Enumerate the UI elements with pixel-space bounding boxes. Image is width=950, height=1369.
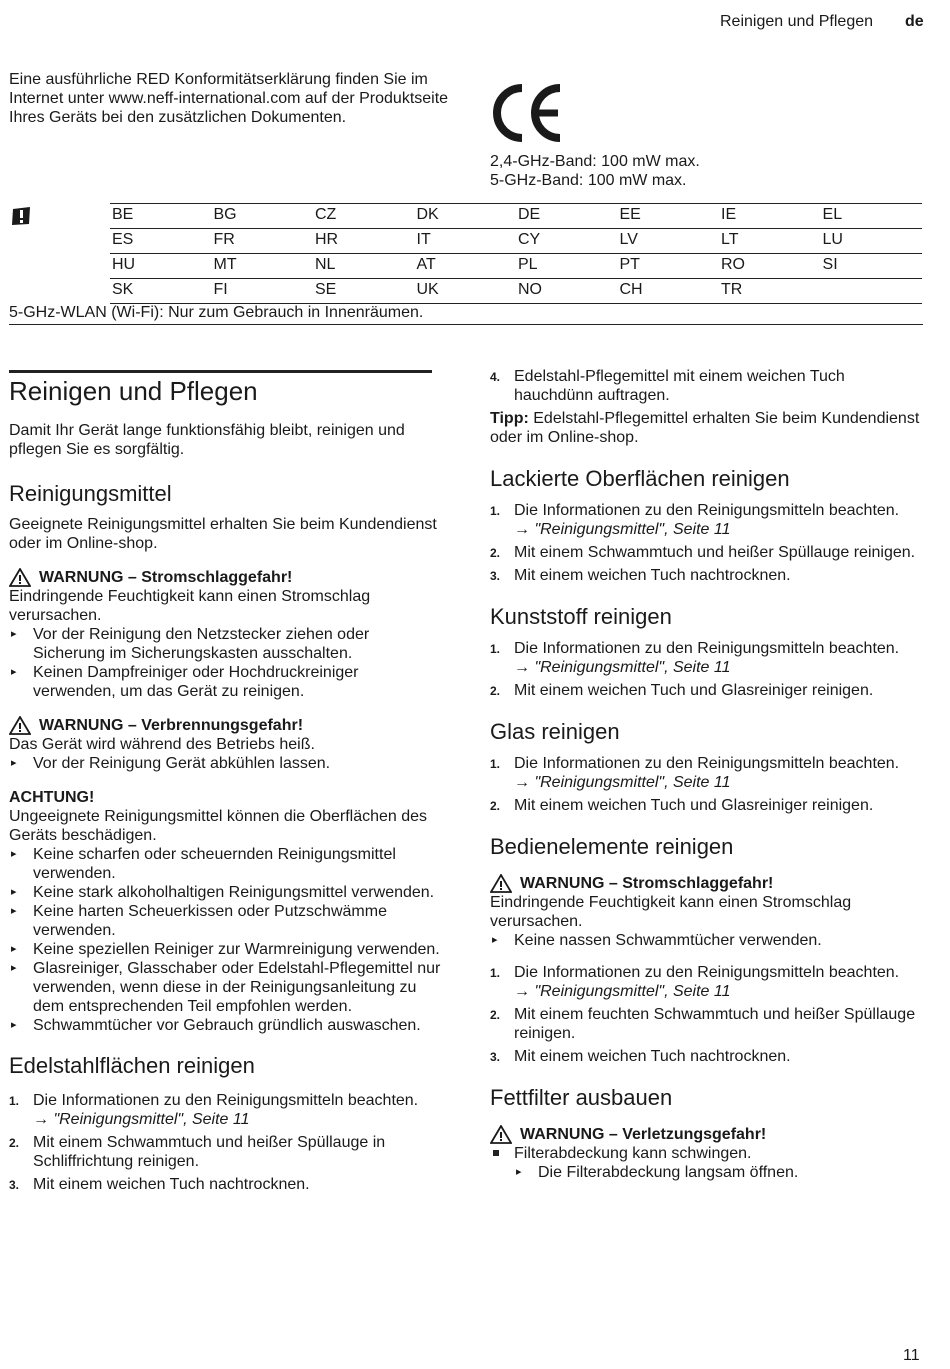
step-item: 1. Die Informationen zu den Reinigungsmitteln beachten. — [490, 502, 900, 519]
warning-triangle-icon — [490, 1125, 512, 1144]
step-text: Die Informationen zu den Reinigungsmitteln beachten. — [514, 755, 900, 772]
cross-reference-link[interactable]: → "Reinigungsmittel", Seite 11 — [514, 659, 731, 676]
step-text: Die Informationen zu den Reinigungsmitteln beachten. — [514, 640, 900, 657]
country-code: NL — [313, 254, 415, 279]
list-subitem: ▸ Die Filterabdeckung langsam öffnen. — [490, 1163, 920, 1182]
section-title-kunststoff: Kunststoff reinigen — [490, 604, 672, 629]
section-title-reinigungsmittel: Reinigungsmittel — [9, 481, 172, 506]
band-5: 5-GHz-Band: 100 mW max. — [490, 172, 687, 189]
country-code: HU — [110, 254, 212, 279]
tip-text — [490, 409, 920, 447]
step-item: 1. Die Informationen zu den Reinigungsmitteln beachten. — [490, 640, 900, 657]
page-number: 11 — [903, 1347, 920, 1364]
step-text: Edelstahl-Pflegemittel mit einem weichen Tuch hauchdünn auftragen. — [514, 368, 845, 404]
country-code: CZ — [313, 204, 415, 229]
country-row — [110, 204, 922, 229]
cross-reference-link[interactable]: → "Reinigungsmittel", Seite 11 — [514, 521, 731, 538]
warning-heading — [490, 1125, 920, 1144]
heading-rule — [9, 370, 432, 373]
tip-body: Edelstahl-Pflegemittel erhalten Sie beim Kundendienst oder im Online-shop. — [490, 410, 920, 446]
tip-label: Tipp: — [490, 410, 529, 427]
list-item: ▸ Keine harten Scheuerkissen oder Putzschwämme verwenden. — [9, 902, 443, 940]
step-text: Die Informationen zu den Reinigungsmitteln beachten. — [514, 502, 900, 519]
left-column — [9, 376, 443, 1194]
country-table — [110, 203, 922, 304]
section-title-glas: Glas reinigen — [490, 719, 620, 744]
country-code: LU — [821, 229, 922, 254]
country-code: SI — [821, 254, 922, 279]
country-code: AT — [415, 254, 516, 279]
country-code: ES — [110, 229, 212, 254]
step-text: Die Informationen zu den Reinigungsmitteln beachten. — [33, 1092, 419, 1109]
step-text: Mit einem weichen Tuch und Glasreiniger reinigen. — [514, 797, 874, 814]
ce-mark-icon — [488, 82, 568, 144]
warning-title: WARNUNG – Verbrennungsgefahr! — [39, 717, 304, 734]
band-24: 2,4-GHz-Band: 100 mW max. — [490, 153, 700, 170]
running-header-title: Reinigen und Pflegen — [720, 13, 874, 30]
step-item: 4. Edelstahl-Pflegemittel mit einem weichen Tuch hauchdünn auftragen. — [490, 368, 845, 404]
cross-reference-link[interactable]: → "Reinigungsmittel", Seite 11 — [33, 1111, 250, 1128]
warning-triangle-icon — [9, 568, 31, 587]
step-item: 3. Mit einem weichen Tuch nachtrocknen. — [9, 1176, 310, 1193]
section-title-lackiert: Lackierte Oberflächen reinigen — [490, 466, 790, 491]
step-item: 2. Mit einem feuchten Schwammtuch und heißer Spüllauge reinigen. — [490, 1006, 916, 1042]
list-item: ▸ Schwammtücher vor Gebrauch gründlich auswaschen. — [9, 1016, 443, 1035]
step-item: 3. Mit einem weichen Tuch nachtrocknen. — [490, 567, 791, 584]
warning-heading — [9, 568, 443, 587]
list-item: ▸ Vor der Reinigung Gerät abkühlen lassen. — [9, 754, 443, 773]
notice-text: Ungeeignete Reinigungsmittel können die Oberflächen des Geräts beschädigen. — [9, 808, 428, 844]
list-item: ▸ Vor der Reinigung den Netzstecker ziehen oder Sicherung im Sicherungskasten ausschalten. — [9, 625, 443, 663]
step-item: 2. Mit einem Schwammtuch und heißer Spüllauge reinigen. — [490, 544, 916, 561]
list-item: ▸ Keine scharfen oder scheuernden Reinigungsmittel verwenden. — [9, 845, 443, 883]
section-title-fettfilter: Fettfilter ausbauen — [490, 1085, 673, 1110]
step-text: Mit einem weichen Tuch nachtrocknen. — [514, 1048, 791, 1065]
country-code: SK — [110, 279, 212, 304]
step-item: 3. Mit einem weichen Tuch nachtrocknen. — [490, 1048, 791, 1065]
step-text: Mit einem Schwammtuch und heißer Spüllauge in Schliffrichtung reinigen. — [33, 1134, 386, 1170]
country-row — [110, 229, 922, 254]
cross-reference-link[interactable]: → "Reinigungsmittel", Seite 11 — [514, 983, 731, 1000]
country-code: LT — [719, 229, 821, 254]
list-item: ▸ Glasreiniger, Glasschaber oder Edelstahl-Pflegemittel nur verwenden, wenn diese in der Reinigungsanleitung zu dem entsprechenden Teil empfohlen werden. — [9, 959, 443, 1016]
country-code: IT — [415, 229, 516, 254]
wifi-note: 5-GHz-WLAN (Wi-Fi): Nur zum Gebrauch in Innenräumen. — [9, 303, 923, 325]
country-code: CY — [516, 229, 618, 254]
country-code: BG — [212, 204, 314, 229]
country-code: LV — [618, 229, 720, 254]
warning-text: Eindringende Feuchtigkeit kann einen Stromschlag verursachen. — [490, 894, 852, 930]
section-title-bedienelemente: Bedienelemente reinigen — [490, 834, 734, 859]
notice-title: ACHTUNG! — [9, 789, 95, 806]
country-code: DE — [516, 204, 618, 229]
step-text: Die Informationen zu den Reinigungsmitteln beachten. — [514, 964, 900, 981]
country-row — [110, 279, 922, 304]
step-item: 1. Die Informationen zu den Reinigungsmitteln beachten. — [9, 1092, 419, 1109]
intro-text: Damit Ihr Gerät lange funktionsfähig bleibt, reinigen und pflegen Sie es sorgfältig. — [9, 422, 405, 458]
country-code: SE — [313, 279, 415, 304]
step-item: 1. Die Informationen zu den Reinigungsmitteln beachten. — [490, 755, 900, 772]
conformity-text: Eine ausführliche RED Konformitätserklärung finden Sie im Internet unter www.neff-international.com auf der Produktseite Ihres Geräts bei den zusätzlichen Dokumenten. — [9, 71, 449, 126]
country-row — [110, 254, 922, 279]
step-item: 2. Mit einem weichen Tuch und Glasreiniger reinigen. — [490, 797, 874, 814]
section-title-edelstahl: Edelstahlflächen reinigen — [9, 1053, 255, 1078]
language-code: de — [905, 13, 924, 30]
list-item: Filterabdeckung kann schwingen. — [490, 1144, 920, 1163]
country-code: NO — [516, 279, 618, 304]
step-item: 1. Die Informationen zu den Reinigungsmitteln beachten. — [490, 964, 900, 981]
warning-title: WARNUNG – Verletzungsgefahr! — [520, 1126, 767, 1143]
step-text: Mit einem Schwammtuch und heißer Spüllauge reinigen. — [514, 544, 916, 561]
warning-text: Das Gerät wird während des Betriebs heiß. — [9, 736, 315, 753]
country-code: BE — [110, 204, 212, 229]
step-text: Mit einem weichen Tuch nachtrocknen. — [33, 1176, 310, 1193]
list-item: ▸ Keinen Dampfreiniger oder Hochdruckreiniger verwenden, um das Gerät zu reinigen. — [9, 663, 443, 701]
warning-heading — [490, 874, 920, 893]
country-code: FI — [212, 279, 314, 304]
country-code: IE — [719, 204, 821, 229]
warning-title: WARNUNG – Stromschlaggefahr! — [520, 875, 774, 892]
warning-text: Eindringende Feuchtigkeit kann einen Stromschlag verursachen. — [9, 588, 371, 624]
band-list — [490, 152, 700, 190]
step-text: Mit einem weichen Tuch und Glasreiniger reinigen. — [514, 682, 874, 699]
country-code: DK — [415, 204, 516, 229]
step-item: 2. Mit einem weichen Tuch und Glasreiniger reinigen. — [490, 682, 874, 699]
country-code: PT — [618, 254, 720, 279]
country-code: CH — [618, 279, 720, 304]
warning-triangle-icon — [9, 716, 31, 735]
country-code: FR — [212, 229, 314, 254]
page-title: Reinigen und Pflegen — [9, 376, 258, 406]
country-code: PL — [516, 254, 618, 279]
country-code: EE — [618, 204, 720, 229]
country-code: UK — [415, 279, 516, 304]
step-text: Mit einem feuchten Schwammtuch und heißer Spüllauge reinigen. — [514, 1006, 916, 1042]
cross-reference-link[interactable]: → "Reinigungsmittel", Seite 11 — [514, 774, 731, 791]
step-text: Mit einem weichen Tuch nachtrocknen. — [514, 567, 791, 584]
country-code: HR — [313, 229, 415, 254]
list-item: ▸ Keine stark alkoholhaltigen Reinigungsmittel verwenden. — [9, 883, 443, 902]
notice-icon — [10, 205, 32, 227]
country-code: MT — [212, 254, 314, 279]
country-code: RO — [719, 254, 821, 279]
country-code: EL — [821, 204, 922, 229]
warning-triangle-icon — [490, 874, 512, 893]
country-code — [821, 279, 922, 304]
country-code: TR — [719, 279, 821, 304]
step-item: 2. Mit einem Schwammtuch und heißer Spüllauge in Schliffrichtung reinigen. — [9, 1134, 386, 1170]
right-column — [490, 367, 920, 1182]
warning-title: WARNUNG – Stromschlaggefahr! — [39, 569, 293, 586]
warning-heading — [9, 716, 443, 735]
list-item: ▸ Keine speziellen Reiniger zur Warmreinigung verwenden. — [9, 940, 443, 959]
reinigungsmittel-intro: Geeignete Reinigungsmittel erhalten Sie beim Kundendienst oder im Online-shop. — [9, 516, 437, 552]
list-item: ▸ Keine nassen Schwammtücher verwenden. — [490, 931, 920, 950]
